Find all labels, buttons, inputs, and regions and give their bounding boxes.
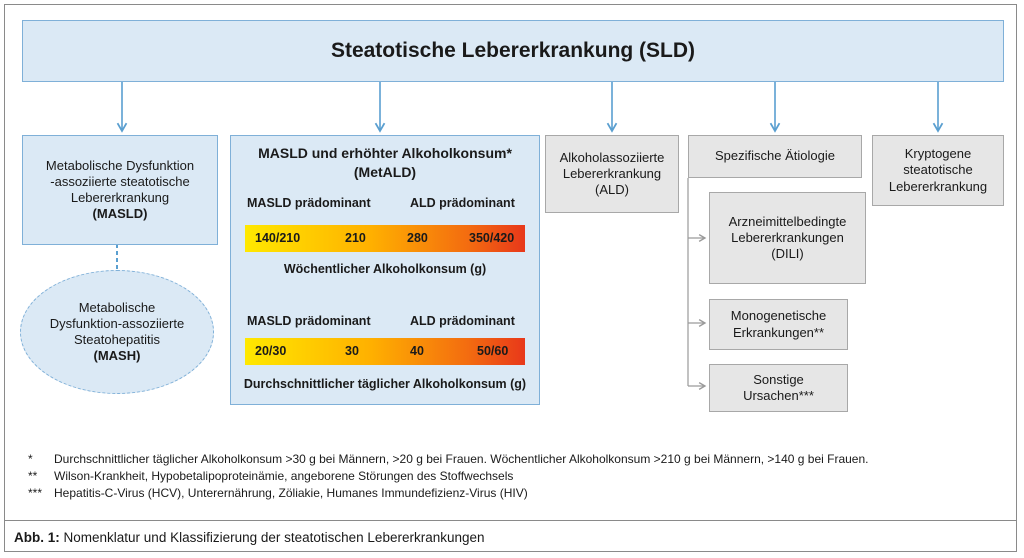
daily-value-3: 40 — [410, 344, 424, 358]
mono-box — [709, 299, 848, 350]
mash-abbr: (MASH) — [93, 348, 141, 364]
kryptogen-line1: Kryptogene — [904, 146, 972, 162]
metald-abbr: (MetALD) — [353, 164, 417, 180]
ald-line2: Lebererkrankung — [562, 165, 662, 181]
daily-caption: Durchschnittlicher täglicher Alkoholkonsum (g) — [243, 377, 527, 391]
ald-box — [545, 135, 679, 213]
weekly-caption: Wöchentlicher Alkoholkonsum (g) — [283, 262, 487, 276]
footnote-3-text: Hepatitis-C-Virus (HCV), Unterernährung, Zöliakie, Humanes Immundefizienz-Virus (HIV) — [54, 486, 528, 500]
metald-title: MASLD und erhöhter Alkoholkonsum* — [258, 145, 512, 161]
footnote-1-mark: * — [28, 452, 33, 466]
daily-right-label: ALD prädominant — [410, 314, 515, 328]
sonst-line1: Sonstige — [753, 371, 804, 387]
kryptogen-line3: Lebererkrankung — [888, 178, 988, 194]
diagram-title: Steatotische Lebererkrankung (SLD) — [330, 38, 696, 62]
spezifisch-box — [688, 135, 862, 178]
weekly-value-4: 350/420 — [469, 231, 515, 245]
caption-divider — [4, 520, 1017, 521]
weekly-value-1: 140/210 — [255, 231, 301, 245]
mash-line3: Steatohepatitis — [73, 332, 160, 347]
footnote-3-mark: *** — [28, 486, 43, 500]
dili-line3: (DILI) — [771, 246, 804, 262]
mash-line1: Metabolische — [78, 299, 156, 315]
footnote-1 — [28, 452, 868, 466]
daily-left-label: MASLD prädominant — [247, 314, 371, 328]
spezifisch-title: Spezifische Ätiologie — [715, 148, 835, 164]
mash-ellipse — [20, 270, 214, 394]
masld-abbr: (MASLD) — [92, 206, 148, 222]
weekly-value-2: 210 — [345, 231, 366, 245]
dili-line2: Lebererkrankungen — [731, 229, 844, 245]
daily-value-2: 30 — [345, 344, 359, 358]
mash-line2: Dysfunktion-assoziierte — [49, 315, 185, 331]
footnote-2-mark: ** — [28, 469, 38, 483]
footnote-2 — [28, 469, 513, 483]
daily-value-1: 20/30 — [255, 344, 287, 358]
dili-line1: Arzneimittelbedingte — [728, 213, 847, 229]
footnote-2-text: Wilson-Krankheit, Hypobetalipoproteinämie, angeborene Störungen des Stoffwechsels — [54, 469, 514, 483]
masld-line3: Lebererkrankung — [70, 190, 170, 205]
ald-line1: Alkoholassoziierte — [559, 149, 665, 165]
sonst-line2: Ursachen*** — [743, 388, 814, 403]
masld-line2: -assoziierte steatotische — [50, 173, 190, 189]
kryptogen-box — [872, 135, 1004, 206]
weekly-left-label: MASLD prädominant — [247, 196, 371, 210]
weekly-value-3: 280 — [407, 231, 428, 245]
caption-label: Abb. 1: — [14, 530, 60, 545]
masld-box — [22, 135, 218, 245]
weekly-right-label: ALD prädominant — [410, 196, 515, 210]
footnote-3 — [28, 486, 528, 500]
ald-line3: (ALD) — [595, 182, 629, 198]
masld-line1: Metabolische Dysfunktion — [45, 157, 195, 173]
figure-caption — [14, 530, 485, 545]
sonst-box — [709, 364, 848, 412]
kryptogen-line2: steatotische — [903, 162, 973, 178]
daily-value-4: 50/60 — [477, 344, 509, 358]
mono-line1: Monogenetische — [730, 308, 827, 324]
footnote-1-text: Durchschnittlicher täglicher Alkoholkonsum >30 g bei Männern, >20 g bei Frauen. Wöchentlicher Alkoholkonsum >210 g bei Männern, >140 g bei Frauen. — [54, 452, 869, 466]
dili-box — [709, 192, 866, 284]
daily-gradient-bar — [245, 338, 525, 365]
title-box — [22, 20, 1004, 82]
mono-line2: Erkrankungen** — [732, 324, 825, 340]
caption-text: Nomenklatur und Klassifizierung der steatotischen Lebererkrankungen — [63, 530, 485, 545]
weekly-gradient-bar — [245, 225, 525, 252]
